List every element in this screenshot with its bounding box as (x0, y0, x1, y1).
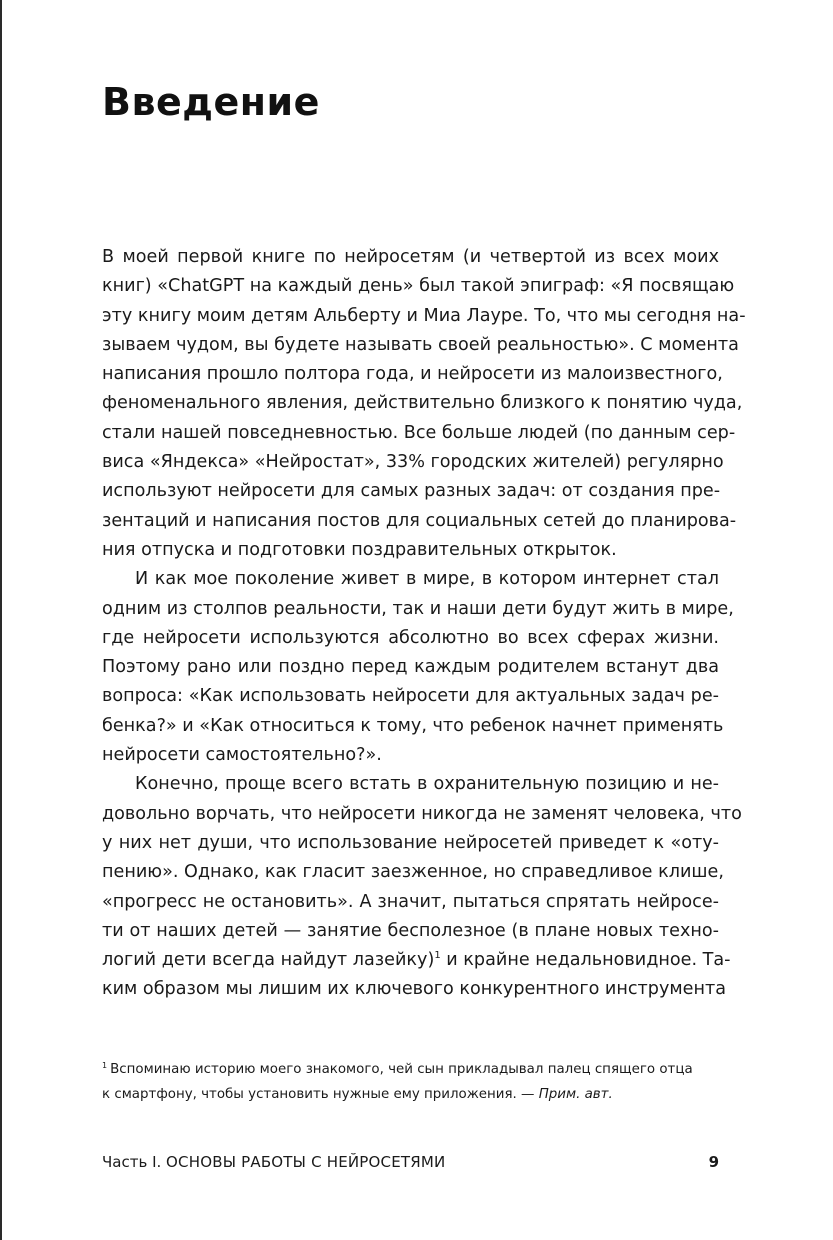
text-line: нейросети самостоятельно?». (102, 745, 382, 766)
page-edge (0, 0, 2, 1240)
page-number: 9 (708, 1153, 719, 1171)
text-line-with-footnote (102, 946, 731, 975)
text-line: «прогресс не остановить». А значит, пытаться спрятать нейросе- (102, 891, 719, 912)
part-label: Часть I. (102, 1153, 162, 1171)
text-line: используют нейросети для самых разных задач: от создания пре- (102, 481, 721, 502)
text-line: вопроса: «Как использовать нейросети для актуальных задач ре- (102, 686, 719, 707)
text-line: виса «Яндекса» «Нейростат», 33% городских жителей) регулярно (102, 452, 724, 473)
footnote-line (102, 1057, 719, 1082)
footnote-text: Вспоминаю историю моего знакомого, чей сын прикладывал палец спящего отца (110, 1062, 693, 1077)
text-line: книг) «ChatGPT на каждый день» был такой эпиграф: «Я посвящаю (102, 276, 735, 297)
text-line: ким образом мы лишим их ключевого конкурентного инструмента (102, 979, 726, 1000)
page-footer (102, 1153, 719, 1177)
footnote-line (102, 1082, 719, 1107)
text-line: Конечно, проще всего встать в охранительную позицию и не- (135, 774, 719, 795)
text-line: где нейросети используются абсолютно во всех сферах жизни. (102, 627, 719, 648)
text-line: пению». Однако, как гласит заезженное, но справедливое клише, (102, 862, 724, 883)
running-head (102, 1153, 445, 1171)
text-segment: и крайне недальновидное. Та- (440, 950, 731, 971)
text-line: одним из столпов реальности, так и наши дети будут жить в мире, (102, 598, 734, 619)
chapter-title: Введение (102, 80, 320, 124)
text-line: ти от наших детей — занятие бесполезное (в плане новых техно- (102, 920, 719, 941)
text-line: феноменального явления, действительно близкого к понятию чуда, (102, 393, 743, 414)
text-line: стали нашей повседневностью. Все больше людей (по данным сер- (102, 422, 736, 443)
footnote-reference[interactable]: 1 (434, 950, 441, 962)
text-line: у них нет души, что использование нейросетей приведет к «оту- (102, 832, 719, 853)
text-line: довольно ворчать, что нейросети никогда не заменят человека, что (102, 803, 742, 824)
text-line: ния отпуска и подготовки поздравительных открыток. (102, 539, 617, 560)
text-line: В моей первой книге по нейросетям (и четвертой из всех моих (102, 247, 719, 267)
text-line: бенка?» и «Как относиться к тому, что ребенок начнет применять (102, 715, 724, 736)
footnote-text: к смартфону, чтобы установить нужные ему приложения. — (102, 1087, 535, 1102)
text-line: написания прошло полтора года, и нейросети из малоизвестного, (102, 364, 723, 385)
text-line: эту книгу моим детям Альберту и Миа Лауре. То, что мы сегодня на- (102, 305, 746, 326)
footnote-number: 1 (102, 1060, 108, 1070)
text-line: Поэтому рано или поздно перед каждым родителем встанут два (102, 657, 719, 678)
body-text (102, 243, 746, 1005)
footnote-author-note: Прим. авт. (538, 1087, 613, 1102)
text-line: зываем чудом, вы будете называть своей реальностью». С момента (102, 334, 739, 355)
section-title: ОСНОВЫ РАБОТЫ С НЕЙРОСЕТЯМИ (166, 1153, 446, 1171)
text-segment: логий дети всегда найдут лазейку) (102, 950, 435, 971)
text-line: И как мое поколение живет в мире, в котором интернет стал (135, 569, 719, 590)
footnote (102, 1057, 719, 1107)
text-line: зентаций и написания постов для социальных сетей до планирова- (102, 510, 737, 531)
